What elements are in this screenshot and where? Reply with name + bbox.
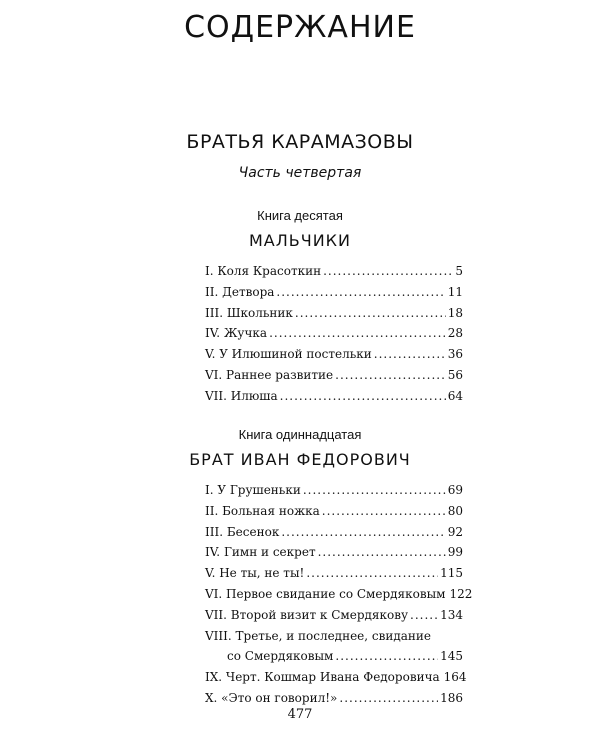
toc-entry[interactable]: [205, 542, 463, 563]
entry-title: X. «Это он говорил!»: [205, 690, 338, 705]
toc-entry[interactable]: [205, 605, 463, 626]
dot-leader: [374, 344, 446, 365]
toc-entry[interactable]: [205, 501, 463, 522]
entry-title: V. Не ты, не ты!: [205, 566, 305, 581]
dot-leader: [335, 646, 438, 667]
entry-title: I. Коля Красоткин: [205, 264, 322, 278]
toc-entry[interactable]: [205, 365, 463, 386]
entry-title: II. Больная ножка: [205, 503, 320, 518]
entry-page: 56: [447, 367, 463, 382]
toc-entry[interactable]: [205, 563, 463, 584]
entry-title: IV. Жучка: [205, 326, 268, 341]
toc-entry-multiline[interactable]: [205, 626, 463, 668]
toc-entry[interactable]: [205, 386, 463, 407]
entry-title: VII. Второй визит к Смердякову: [205, 607, 409, 622]
toc-entry[interactable]: [205, 303, 463, 324]
part-title: Часть четвертая: [238, 165, 362, 181]
dot-leader: [410, 605, 438, 626]
book-title: БРАТ ИВАН ФЕДОРОВИЧ: [189, 450, 411, 469]
entry-title-continued: со Смердяковым: [227, 649, 334, 664]
entry-page: 164: [443, 670, 467, 685]
entry-page: 5: [455, 264, 463, 278]
book-label: Книга десятая: [257, 208, 343, 223]
entry-title: VIII. Третье, и последнее, свидание: [205, 628, 432, 643]
dot-leader: [322, 501, 446, 522]
entry-title: I. У Грушеньки: [205, 483, 301, 497]
dot-leader: [306, 563, 438, 584]
entry-page: 122: [449, 586, 473, 601]
entry-page: 11: [447, 284, 463, 299]
toc-entry[interactable]: [205, 688, 463, 709]
entry-page: 18: [447, 305, 463, 320]
entry-page: 28: [447, 326, 463, 341]
toc-entry[interactable]: [205, 522, 463, 543]
dot-leader: [280, 386, 446, 407]
dot-leader: [269, 323, 446, 344]
entry-page: 36: [447, 347, 463, 362]
work-title: БРАТЬЯ КАРАМАЗОВЫ: [186, 131, 414, 153]
entry-title: IV. Гимн и секрет: [205, 545, 316, 560]
toc-list: [205, 261, 463, 407]
entry-page: 99: [447, 545, 463, 560]
entry-page: 134: [440, 607, 463, 622]
entry-title: II. Детвора: [205, 284, 275, 299]
toc-entry[interactable]: [205, 667, 467, 688]
dot-leader: [281, 522, 445, 543]
page-title: СОДЕРЖАНИЕ: [184, 10, 416, 45]
toc-entry[interactable]: [205, 584, 473, 605]
entry-title: III. Бесенок: [205, 524, 280, 539]
dot-leader: [318, 542, 446, 563]
dot-leader: [323, 261, 453, 282]
toc-list: [205, 480, 473, 709]
entry-page: 115: [440, 566, 463, 581]
entry-page: 92: [447, 524, 463, 539]
toc-entry[interactable]: [205, 282, 463, 303]
entry-page: 64: [447, 388, 463, 403]
dot-leader: [339, 688, 438, 709]
dot-leader: [295, 303, 446, 324]
dot-leader: [303, 480, 446, 501]
entry-page: 186: [440, 690, 463, 705]
entry-page: 80: [447, 503, 463, 518]
page-number: 477: [287, 707, 313, 722]
entry-page: 69: [447, 483, 463, 497]
book-label: Книга одиннадцатая: [238, 427, 362, 442]
toc-entry[interactable]: [205, 323, 463, 344]
entry-title: III. Школьник: [205, 305, 293, 320]
dot-leader: [335, 365, 446, 386]
toc-entry[interactable]: [205, 480, 463, 501]
toc-entry[interactable]: [205, 344, 463, 365]
entry-title: V. У Илюшиной постельки: [205, 347, 372, 362]
entry-title: VI. Раннее развитие: [205, 367, 334, 382]
toc-entry[interactable]: [205, 261, 463, 282]
entry-title: IX. Черт. Кошмар Ивана Федоровича: [205, 670, 440, 685]
book-title: МАЛЬЧИКИ: [248, 231, 352, 250]
entry-title: VI. Первое свидание со Смердяковым: [205, 586, 446, 601]
dot-leader: [276, 282, 445, 303]
entry-page: 145: [440, 649, 463, 664]
entry-title: VII. Илюша: [205, 388, 278, 403]
